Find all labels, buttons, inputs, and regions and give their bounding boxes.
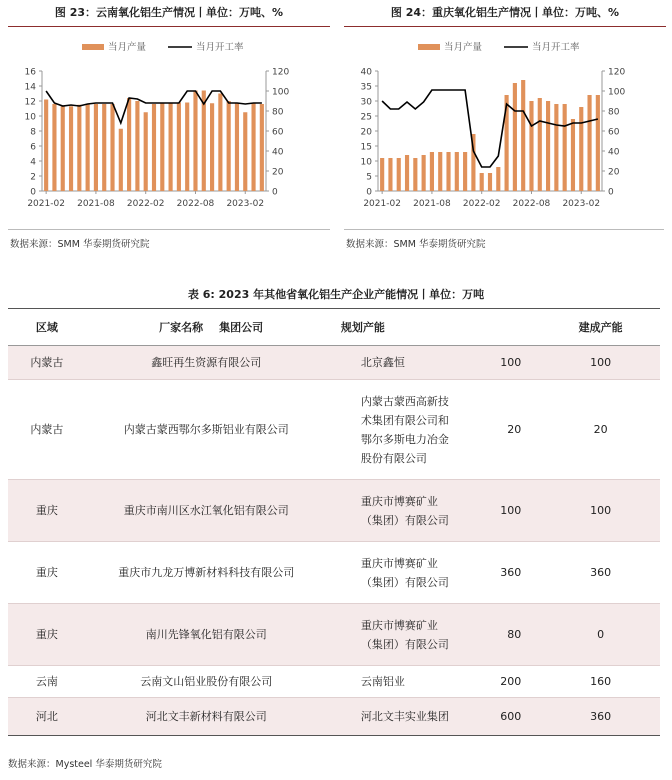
- chart-title: 图 23：云南氧化铝生产情况丨单位：万吨、%: [8, 0, 330, 27]
- cell-planned: 200: [500, 675, 522, 688]
- cell-group: 云南铝业: [360, 675, 405, 688]
- bar: [388, 158, 392, 191]
- y-right-tick-label: 60: [608, 127, 620, 138]
- bar: [243, 112, 247, 191]
- cell-planned: 100: [500, 504, 522, 517]
- y-tick-label: 16: [24, 67, 36, 78]
- legend-bar-swatch: [82, 44, 104, 50]
- y-right-tick-label: 60: [272, 127, 284, 138]
- cell-planned: 360: [500, 566, 522, 579]
- bar: [422, 155, 426, 191]
- cell-factory: 内蒙古蒙西鄂尔多斯铝业有限公司: [123, 423, 289, 436]
- cell-built: 0: [597, 628, 605, 641]
- bar: [77, 105, 81, 191]
- x-tick-label: 2022-08: [176, 199, 215, 209]
- bar: [397, 158, 401, 191]
- bar: [438, 152, 442, 191]
- bar: [529, 101, 533, 191]
- cell-factory: 河北文丰新材料有限公司: [145, 710, 267, 723]
- bar: [177, 103, 181, 192]
- bar: [102, 104, 106, 191]
- chart-chongqing-plot: [344, 27, 666, 227]
- header-built: 建成产能: [541, 309, 660, 346]
- y-right-tick-label: 20: [608, 167, 620, 178]
- bar: [579, 107, 583, 191]
- bar: [193, 91, 197, 192]
- y-tick-label: 10: [24, 112, 36, 123]
- y-right-tick-label: 0: [608, 187, 614, 198]
- bar: [227, 101, 231, 191]
- cell-region: 重庆: [35, 566, 58, 579]
- cell-group: 河北文丰实业集团: [360, 710, 449, 723]
- divider: [8, 229, 330, 230]
- table-row: [8, 542, 660, 604]
- cell-factory: 云南文山铝业股份有限公司: [140, 675, 273, 688]
- cell-region: 内蒙古: [30, 423, 64, 436]
- table-header-row: [8, 309, 660, 346]
- bar: [235, 103, 239, 192]
- y-right-tick-label: 100: [272, 87, 290, 98]
- bar: [110, 104, 114, 191]
- cell-planned: 600: [500, 710, 522, 723]
- bar: [430, 152, 434, 191]
- cell-group: 内蒙古蒙西高新技术集团有限公司和鄂尔多斯电力冶金股份有限公司: [360, 394, 449, 465]
- y-right-tick-label: 80: [608, 107, 620, 118]
- x-tick-label: 2021-08: [77, 199, 115, 209]
- y-tick-label: 20: [360, 127, 372, 138]
- y-tick-label: 15: [360, 142, 372, 153]
- bar: [480, 173, 484, 191]
- y-tick-label: 0: [366, 187, 372, 198]
- bar: [554, 104, 558, 191]
- cell-factory: 鑫旺再生资源有限公司: [151, 356, 262, 369]
- table-row: [8, 346, 660, 380]
- table-title: 表 6: 2023 年其他省氧化铝生产企业产能情况丨单位：万吨: [187, 288, 485, 301]
- y-tick-label: 40: [360, 67, 372, 78]
- bar: [563, 104, 567, 191]
- bar: [127, 98, 131, 191]
- bar: [587, 95, 591, 191]
- bar: [380, 158, 384, 191]
- bar: [152, 104, 156, 191]
- table-row: [8, 698, 660, 736]
- header-group: 集团公司: [211, 309, 327, 346]
- divider: [344, 229, 664, 230]
- bar: [260, 104, 264, 191]
- cell-region: 河北: [35, 710, 58, 723]
- bar: [44, 100, 48, 192]
- bar: [119, 129, 123, 191]
- chart-source: 数据来源：SMM 华泰期货研究院: [346, 239, 486, 250]
- cell-factory: 重庆市南川区水江氧化铝有限公司: [123, 504, 289, 517]
- chart-title: 图 24：重庆氧化铝生产情况丨单位：万吨、%: [344, 0, 666, 27]
- x-tick-label: 2022-02: [462, 199, 501, 209]
- cell-group: 重庆市博赛矿业（集团）有限公司: [360, 618, 449, 651]
- chart-yunnan-plot: [8, 27, 330, 227]
- bar: [463, 152, 467, 191]
- y-tick-label: 8: [30, 127, 36, 138]
- bar: [135, 101, 139, 191]
- bar: [446, 152, 450, 191]
- cell-factory: 南川先锋氧化铝有限公司: [145, 628, 267, 641]
- y-tick-label: 0: [30, 187, 36, 198]
- chart-source: 数据来源：SMM 华泰期货研究院: [10, 239, 150, 250]
- header-factory: 厂家名称: [86, 309, 211, 346]
- bar: [144, 112, 148, 191]
- bar: [160, 103, 164, 192]
- bar: [513, 83, 517, 191]
- bar: [571, 119, 575, 191]
- x-tick-label: 2022-02: [126, 199, 165, 209]
- chart-chongqing: [344, 0, 666, 227]
- cell-region: 内蒙古: [30, 356, 64, 369]
- table-row: [8, 604, 660, 666]
- cell-group: 北京鑫恒: [360, 356, 405, 369]
- y-tick-label: 35: [360, 82, 372, 93]
- bar: [69, 106, 73, 191]
- y-tick-label: 14: [24, 82, 36, 93]
- y-right-tick-label: 40: [272, 147, 284, 158]
- bar: [546, 101, 550, 191]
- bar: [94, 104, 98, 191]
- y-right-tick-label: 0: [272, 187, 278, 198]
- cell-planned: 100: [500, 356, 522, 369]
- y-right-tick-label: 20: [272, 167, 284, 178]
- cell-planned: 80: [507, 628, 522, 641]
- bar: [538, 98, 542, 191]
- cell-group: 重庆市博赛矿业（集团）有限公司: [360, 494, 449, 527]
- x-tick-label: 2022-08: [512, 199, 551, 209]
- cell-built: 360: [590, 566, 612, 579]
- y-right-tick-label: 40: [608, 147, 620, 158]
- legend-label: 当月开工率: [196, 42, 244, 53]
- y-right-tick-label: 120: [608, 67, 626, 78]
- bar: [210, 103, 214, 191]
- bar: [52, 104, 56, 191]
- y-right-tick-label: 120: [272, 67, 290, 78]
- x-tick-label: 2021-02: [363, 199, 401, 209]
- table-row: [8, 380, 660, 480]
- cell-region: 重庆: [35, 628, 58, 641]
- cell-region: 重庆: [35, 504, 58, 517]
- bar: [86, 104, 90, 191]
- bar: [405, 155, 409, 191]
- x-tick-label: 2021-08: [413, 199, 451, 209]
- bar: [488, 173, 492, 191]
- bar: [202, 91, 206, 192]
- y-tick-label: 6: [30, 142, 36, 153]
- y-right-tick-label: 100: [608, 87, 626, 98]
- cell-built: 20: [593, 423, 608, 436]
- legend-label: 当月产量: [444, 42, 483, 53]
- x-tick-label: 2023-02: [226, 199, 265, 209]
- bar: [455, 152, 459, 191]
- table-row: [8, 480, 660, 542]
- bar: [251, 103, 255, 191]
- y-tick-label: 2: [30, 172, 36, 183]
- y-tick-label: 25: [360, 112, 372, 123]
- bar: [185, 103, 189, 192]
- y-right-tick-label: 80: [272, 107, 284, 118]
- chart-yunnan: [8, 0, 330, 227]
- y-tick-label: 10: [360, 157, 372, 168]
- header-planned: 规划产能: [327, 309, 480, 346]
- header-region: 区域: [8, 309, 86, 346]
- bar: [496, 167, 500, 191]
- y-tick-label: 30: [360, 97, 372, 108]
- y-tick-label: 4: [30, 157, 36, 168]
- legend-bar-swatch: [418, 44, 440, 50]
- cell-planned: 20: [507, 423, 522, 436]
- x-tick-label: 2023-02: [562, 199, 601, 209]
- bar: [61, 106, 65, 191]
- cell-region: 云南: [35, 675, 58, 688]
- table-row: [8, 666, 660, 698]
- y-tick-label: 5: [366, 172, 372, 183]
- bar: [413, 158, 417, 191]
- cell-built: 160: [590, 675, 612, 688]
- bar: [169, 103, 173, 191]
- capacity-table: [8, 308, 660, 736]
- x-tick-label: 2021-02: [27, 199, 65, 209]
- legend-label: 当月开工率: [532, 42, 580, 53]
- table-source: 数据来源：Mysteel 华泰期货研究院: [8, 759, 162, 770]
- cell-factory: 重庆市九龙万博新材料科技有限公司: [118, 566, 295, 579]
- bar: [521, 80, 525, 191]
- cell-group: 重庆市博赛矿业（集团）有限公司: [360, 556, 449, 589]
- bar: [218, 94, 222, 192]
- y-tick-label: 12: [24, 97, 36, 108]
- legend-label: 当月产量: [108, 42, 147, 53]
- cell-built: 360: [590, 710, 612, 723]
- bar: [596, 95, 600, 191]
- cell-built: 100: [590, 356, 612, 369]
- cell-built: 100: [590, 504, 612, 517]
